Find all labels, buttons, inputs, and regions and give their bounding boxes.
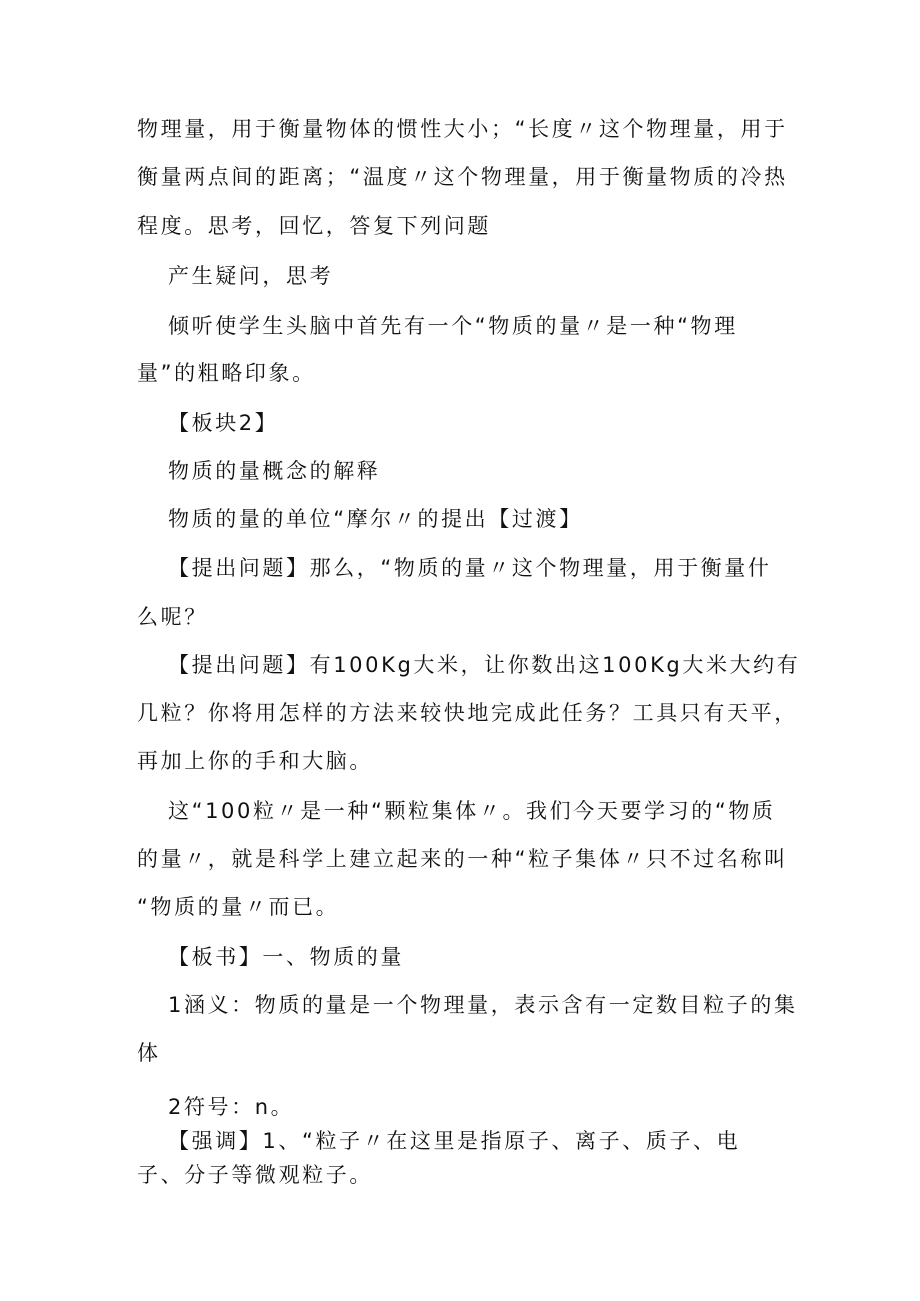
text-line: 量”的粗略印象。 (137, 361, 316, 385)
text-line: 再加上你的手和大脑。 (137, 749, 373, 773)
text-line: 物理量，用于衡量物体的惯性大小；“长度〃这个物理量，用于 (137, 117, 788, 141)
text-line: 程度。思考，回忆，答复下列问题 (137, 214, 491, 238)
text-line: 倾听使学生头脑中首先有一个“物质的量〃是一种“物理 (168, 314, 738, 338)
text-line: 子、分子等微观粒子。 (137, 1163, 373, 1187)
text-line: 1涵义：物质的量是一个物理量，表示含有一定数目粒子的集 (168, 993, 798, 1017)
text-line: 的量〃，就是科学上建立起来的一种“粒子集体〃只不过名称叫 (137, 847, 788, 871)
text-line: 物质的量概念的解释 (168, 459, 381, 483)
text-line: 么呢？ (137, 605, 208, 629)
text-line: 2符号：n。 (168, 1095, 295, 1119)
text-line: 【强调】1、“粒子〃在这里是指原子、离子、质子、电 (168, 1129, 741, 1153)
text-line: “物质的量〃而已。 (137, 895, 340, 919)
board-heading: 【板书】一、物质的量 (168, 945, 404, 969)
text-line: 【提出问题】有100Kg大米，让你数出这100Kg大米大约有 (168, 653, 801, 677)
text-line: 【提出问题】那么，“物质的量〃这个物理量，用于衡量什 (168, 556, 772, 580)
text-line: 几粒？你将用怎样的方法来较快地完成此任务？工具只有天平， (137, 701, 798, 725)
text-line: 物质的量的单位“摩尔〃的提出【过渡】 (168, 507, 583, 531)
text-line: 这“100粒〃是一种“颗粒集体〃。我们今天要学习的“物质 (168, 799, 776, 823)
section-heading: 【板块2】 (168, 411, 279, 435)
text-line: 体 (137, 1041, 161, 1065)
text-line: 产生疑问，思考 (168, 264, 334, 288)
text-line: 衡量两点间的距离；“温度〃这个物理量，用于衡量物质的冷热 (137, 165, 788, 189)
